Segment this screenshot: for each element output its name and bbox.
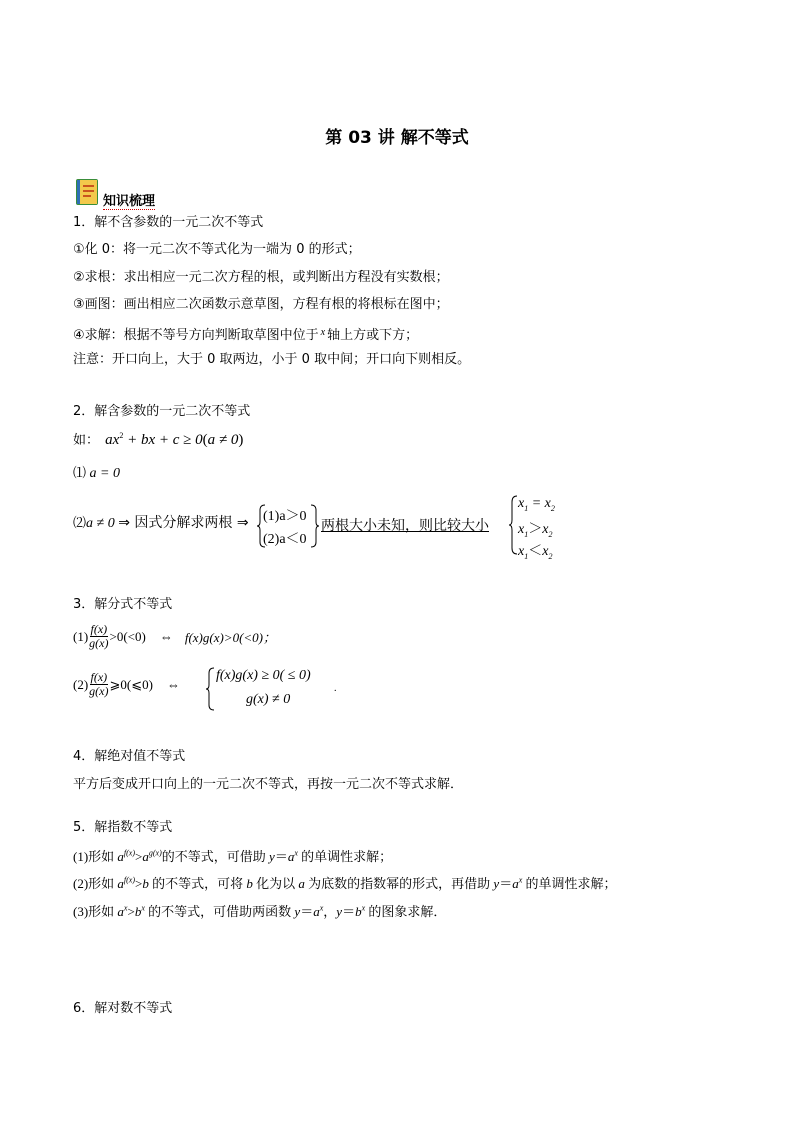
section-4-heading: 4．解绝对值不等式 <box>73 749 186 764</box>
line-1-fraction <box>88 623 109 650</box>
case-1-formula: a = 0 <box>86 466 120 481</box>
case-2-brace-2 <box>310 504 320 548</box>
section-1-note: 注意：开口向上，大于 0 取两边，小于 0 取中间；开口向下则相反。 <box>73 352 471 367</box>
case-1-label: ⑴ <box>73 466 87 481</box>
section-1-heading: 1．解不含参数的一元二次不等式 <box>73 215 264 230</box>
step-4-text-b: 轴上方或下方； <box>327 328 419 343</box>
line-2-relation: ⩾0(⩽0) <box>109 676 153 692</box>
line-2-numerator: f(x) <box>90 670 108 684</box>
section-3-line-2 <box>73 671 192 698</box>
badge-label: 知识梳理 <box>103 190 155 210</box>
line-2-end: . <box>334 683 337 694</box>
knowledge-badge <box>74 178 184 209</box>
line-2-equiv: ⇔ <box>166 676 180 692</box>
section-1-step-4 <box>73 325 418 344</box>
line-1-label: (1) <box>73 628 89 644</box>
example-prefix: 如： <box>73 433 100 448</box>
line-2-top: f(x)g(x) ≥ 0( ≤ 0) <box>216 668 311 683</box>
section-3-line-1 <box>73 623 276 650</box>
section-3-heading: 3．解分式不等式 <box>73 597 173 612</box>
line-1-denominator: g(x) <box>89 636 109 650</box>
section-5-line-3: (3)形如 $a^x>b^x$ 的不等式，可借助两函数 $y=a^x$，$y=b^x$ 的图象求解． <box>73 903 447 919</box>
line-2-fraction <box>88 671 109 698</box>
line-1-result: f(x)g(x)>0(<0)； <box>184 630 276 645</box>
section-2-case-2 <box>73 515 249 539</box>
notebook-icon <box>74 178 100 206</box>
section-1-step-3: ③画图：画出相应二次函数示意草图，方程有根的将根标在图中； <box>73 297 449 312</box>
line-2-bottom: g(x) ≠ 0 <box>246 692 291 707</box>
case-2-text: ⇒ 因式分解求两根 ⇒ <box>118 515 249 531</box>
case-2-sub-1: (1)a＞0 <box>263 509 307 524</box>
page-title: 第 03 讲 解不等式 <box>325 128 469 148</box>
result-3: $x_1<x_2$ <box>518 544 553 561</box>
step-4-x-var: x <box>320 327 326 338</box>
step-4-text-a: ④求解：根据不等号方向判断取草图中位于 <box>73 328 319 343</box>
section-4-text: 平方后变成开口向上的一元二次不等式，再按一元二次不等式求解． <box>73 777 464 792</box>
section-2-heading: 2．解含参数的一元二次不等式 <box>73 404 251 419</box>
section-5-heading: 5．解指数不等式 <box>73 820 173 835</box>
section-2-case-1 <box>73 466 120 482</box>
result-2: $x_1>x_2$ <box>518 522 553 539</box>
line-2-label: (2) <box>73 676 89 692</box>
example-formula: $ax^2$ + bx + c ≥ 0(a ≠ 0) <box>105 431 244 448</box>
compare-text: 两根大小未知，则比较大小 <box>321 518 489 534</box>
case-2-label: ⑵ <box>73 516 87 531</box>
line-1-numerator: f(x) <box>90 622 108 636</box>
case-2-cond: a ≠ 0 <box>86 516 119 531</box>
section-1-step-1: ①化 0：将一元二次不等式化为一端为 0 的形式； <box>73 242 361 257</box>
case-2-sub-2: (2)a＜0 <box>263 532 307 547</box>
line-1-relation: >0(<0) <box>109 628 146 644</box>
section-1-step-2: ②求根：求出相应一元二次方程的根，或判断出方程没有实数根； <box>73 270 449 285</box>
line-2-denominator: g(x) <box>89 684 109 698</box>
line-2-brace <box>205 667 215 711</box>
section-5-line-1: (1)形如 $a^{f(x)}>a^{g(x)}$的不等式，可借助 $y=a^x$ 的单调性求解； <box>73 848 393 864</box>
section-2-example <box>73 432 243 449</box>
line-1-equiv: ⇔ <box>159 628 173 644</box>
section-5-line-2: (2)形如 $a^{f(x)}>b$ 的不等式，可将 b 化为以 a 为底数的指数幂的形式，再借助 $y=a^x$ 的单调性求解； <box>73 875 617 891</box>
result-1: $x_1 = x_2$ <box>518 496 555 513</box>
case-2-brace-3 <box>508 495 518 555</box>
section-6-heading: 6．解对数不等式 <box>73 1001 173 1016</box>
